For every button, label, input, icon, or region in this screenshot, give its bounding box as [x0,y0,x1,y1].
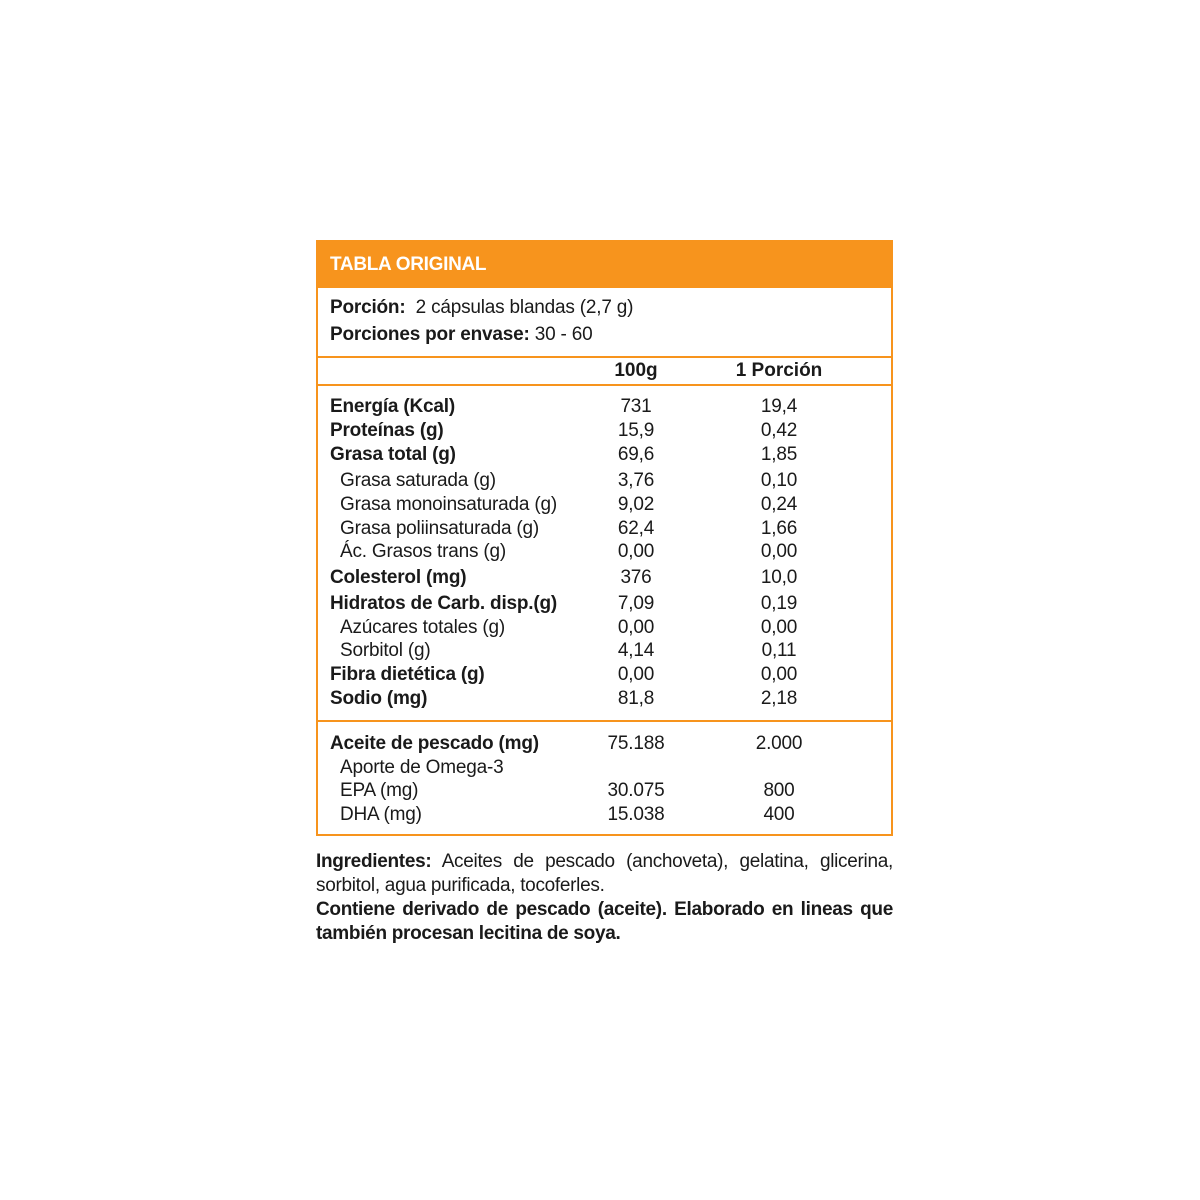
nutrient-value-100g: 376 [620,567,652,588]
serving-size-line [330,294,891,321]
nutrient-value-100g: 81,8 [617,688,655,709]
nutrient-label: Sodio (mg) [330,688,428,709]
fish-oil-rows [318,722,891,834]
oil-value-100g: 75.188 [607,733,665,754]
allergen-statement: Contiene derivado de pescado (aceite). Elaborado en lineas que también procesan lecitina de soya. [316,899,893,944]
oil-row-fish-oil [318,732,891,756]
nutrient-value-portion: 0,19 [760,593,798,614]
nutrient-value-portion: 0,42 [760,420,798,441]
nutrient-row-saturated-fat [318,469,891,493]
nutrient-row-trans-fat [318,540,891,564]
nutrient-label: Grasa saturada (g) [340,470,496,491]
nutrient-value-100g: 0,00 [617,664,655,685]
table-title: TABLA ORIGINAL [318,242,891,288]
nutrient-value-100g: 62,4 [617,518,655,539]
nutrient-label: Ác. Grasos trans (g) [340,541,506,562]
oil-value-portion: 2.000 [755,733,803,754]
nutrient-value-100g: 7,09 [617,593,655,614]
nutrient-value-portion: 0,10 [760,470,798,491]
nutrient-label: Hidratos de Carb. disp.(g) [330,593,558,614]
nutrient-row-carbohydrates [318,592,891,616]
nutrient-row-total-sugars [318,616,891,640]
nutrient-label: Azúcares totales (g) [340,617,505,638]
column-headers [318,358,891,386]
nutrient-value-100g: 0,00 [617,541,655,562]
nutrient-value-portion: 1,85 [760,444,798,465]
oil-label: Aporte de Omega-3 [340,757,504,778]
nutrient-row-protein [318,419,891,443]
oil-value-portion: 400 [763,804,795,825]
nutrient-value-100g: 4,14 [617,640,655,661]
nutrient-label: Sorbitol (g) [340,640,431,661]
nutrient-value-portion: 19,4 [760,396,798,417]
nutrient-row-monounsaturated-fat [318,493,891,517]
oil-value-100g: 30.075 [607,780,665,801]
oil-row-dha [318,803,891,827]
nutrient-label: Fibra dietética (g) [330,664,485,685]
nutrient-label: Energía (Kcal) [330,396,455,417]
servings-per-container-value: 30 - 60 [534,324,593,345]
oil-label: DHA (mg) [340,804,422,825]
nutrient-label: Colesterol (mg) [330,567,467,588]
nutrient-row-fiber [318,663,891,687]
nutrient-value-portion: 0,11 [761,640,797,661]
oil-row-epa [318,779,891,803]
nutrient-row-sorbitol [318,639,891,663]
nutrient-row-total-fat [318,443,891,467]
oil-value-portion: 800 [763,780,795,801]
oil-label: Aceite de pescado (mg) [330,733,539,754]
nutrient-rows [318,386,891,722]
servings-per-container-label: Porciones por envase: [330,324,530,345]
oil-row-omega3 [318,756,891,780]
oil-label: EPA (mg) [340,780,419,801]
nutrient-row-cholesterol [318,566,891,590]
nutrient-value-portion: 0,00 [760,541,798,562]
nutrient-value-100g: 15,9 [617,420,655,441]
nutrient-label: Proteínas (g) [330,420,444,441]
servings-per-container-line [330,321,891,348]
nutrition-table [316,240,893,836]
nutrient-value-100g: 731 [620,396,652,417]
ingredients-text: Aceites de pescado (anchoveta), gelatina, glicerina, sorbitol, agua purificada, tocoferles. [316,851,893,896]
ingredients-label: Ingredientes: [316,851,432,872]
nutrient-row-sodium [318,687,891,711]
nutrient-value-portion: 0,00 [760,617,798,638]
serving-size-label: Porción: [330,297,406,318]
column-header-portion: 1 Porción [735,360,823,381]
nutrient-row-energy [318,395,891,419]
nutrient-value-100g: 3,76 [617,470,655,491]
serving-size-value: 2 cápsulas blandas (2,7 g) [415,297,634,318]
nutrient-value-portion: 0,24 [760,494,798,515]
ingredients-section [316,850,893,946]
nutrient-value-portion: 2,18 [760,688,798,709]
nutrient-value-portion: 1,66 [760,518,798,539]
serving-info [318,288,891,358]
nutrient-value-100g: 0,00 [617,617,655,638]
nutrient-value-portion: 0,00 [760,664,798,685]
nutrient-label: Grasa monoinsaturada (g) [340,494,557,515]
oil-value-100g: 15.038 [607,804,665,825]
nutrient-value-100g: 69,6 [617,444,655,465]
nutrient-value-100g: 9,02 [617,494,655,515]
nutrient-value-portion: 10,0 [760,567,798,588]
nutrient-row-polyunsaturated-fat [318,517,891,541]
column-header-100g: 100g [614,360,658,381]
nutrient-label: Grasa poliinsaturada (g) [340,518,540,539]
nutrient-label: Grasa total (g) [330,444,456,465]
ingredients-paragraph [316,850,893,898]
